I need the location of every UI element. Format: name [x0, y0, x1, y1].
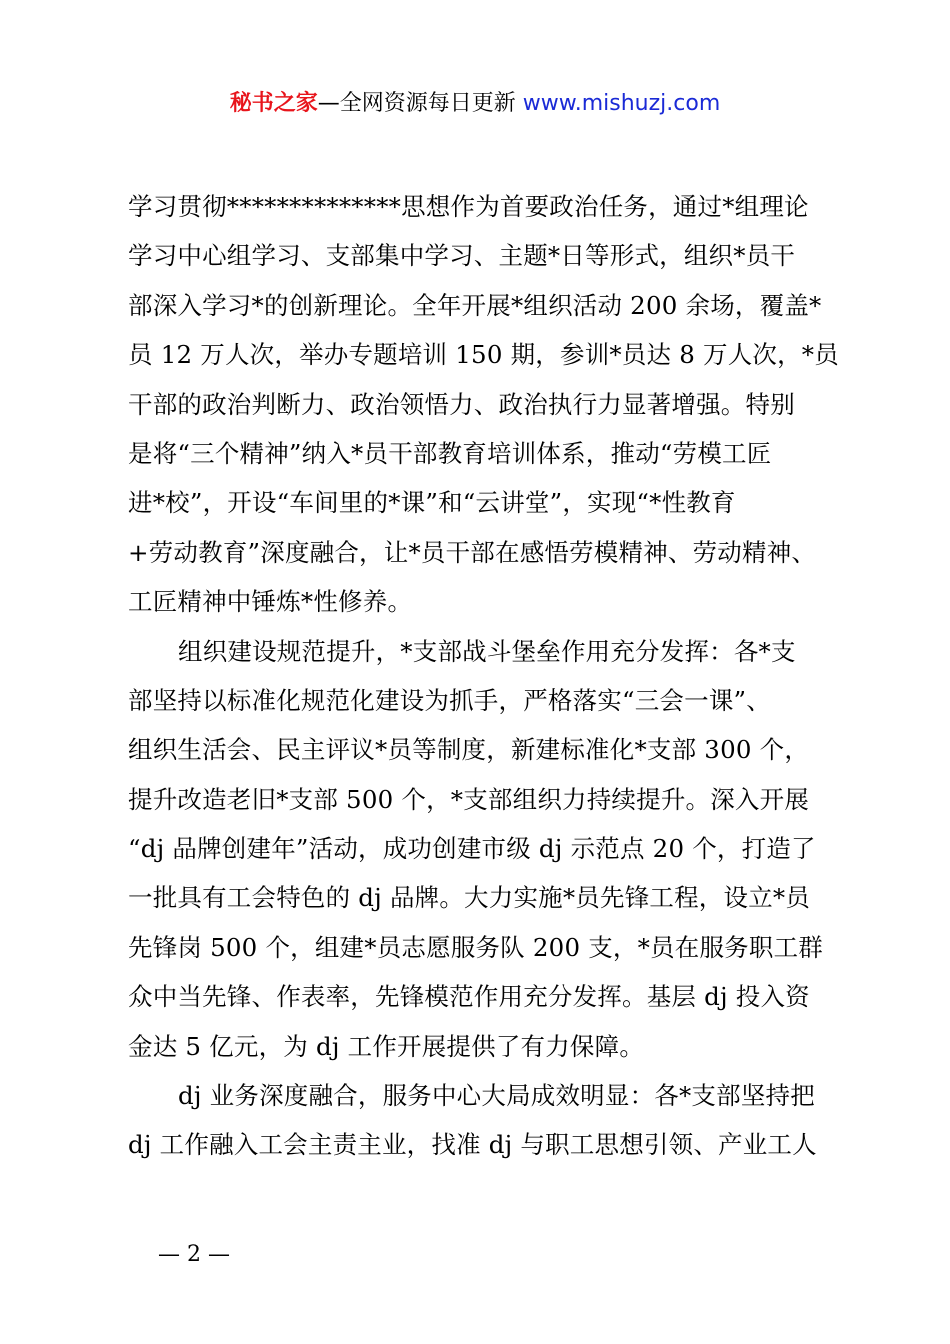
text-line: 金达 5 亿元，为 dj 工作开展提供了有力保障。 [128, 1031, 645, 1061]
text-line: 学习贯彻**************思想作为首要政治任务，通过*组理论 [128, 192, 809, 221]
text-line: 是将“三个精神”纳入*员干部教育培训体系，推动“劳模工匠 [128, 438, 772, 468]
page-number: — 2 — [158, 1242, 230, 1267]
text-line: 工匠精神中锤炼*性修养。 [128, 587, 413, 617]
text-line: 学习中心组学习、支部集中学习、主题*日等形式，组织*员干 [128, 241, 796, 271]
site-header [0, 88, 950, 120]
text-line: 众中当先锋、作表率，先锋模范作用充分发挥。基层 dj 投入资 [128, 982, 810, 1012]
text-line: 提升改造老旧*支部 500 个，*支部组织力持续提升。深入开展 [128, 784, 810, 814]
site-tagline: —全网资源每日更新 [317, 91, 523, 116]
site-url-link[interactable]: www.mishuzj.com [522, 91, 721, 116]
site-brand: 秘书之家 [229, 91, 318, 116]
document-body [128, 182, 840, 1170]
text-line: dj 工作融入工会主责主业，找准 dj 与职工思想引领、产业工人 [128, 1130, 817, 1160]
paragraph-start-line: dj 业务深度融合，服务中心大局成效明显：各*支部坚持把 [178, 1081, 815, 1111]
text-line: 员 12 万人次，举办专题培训 150 期，参训*员达 8 万人次，*员 [128, 340, 839, 370]
text-line: +劳动教育”深度融合，让*员干部在感悟劳模精神、劳动精神、 [128, 537, 817, 567]
text-line: 组织生活会、民主评议*员等制度，新建标准化*支部 300 个， [128, 735, 810, 765]
text-line: 部深入学习*的创新理论。全年开展*组织活动 200 余场，覆盖* [128, 290, 822, 320]
text-line: 进*校”，开设“车间里的*课”和“云讲堂”，实现“*性教育 [128, 488, 736, 518]
paragraph-start-line: 组织建设规范提升，*支部战斗堡垒作用充分发挥：各*支 [178, 636, 796, 666]
text-line: 部坚持以标准化规范化建设为抓手，严格落实“三会一课”、 [128, 685, 771, 715]
text-line: 干部的政治判断力、政治领悟力、政治执行力显著增强。特别 [128, 389, 795, 419]
text-line: 先锋岗 500 个，组建*员志愿服务队 200 支，*员在服务职工群 [128, 932, 823, 962]
text-line: 一批具有工会特色的 dj 品牌。大力实施*员先锋工程，设立*员 [128, 883, 811, 913]
text-line: “dj 品牌创建年”活动，成功创建市级 dj 示范点 20 个，打造了 [128, 834, 816, 864]
